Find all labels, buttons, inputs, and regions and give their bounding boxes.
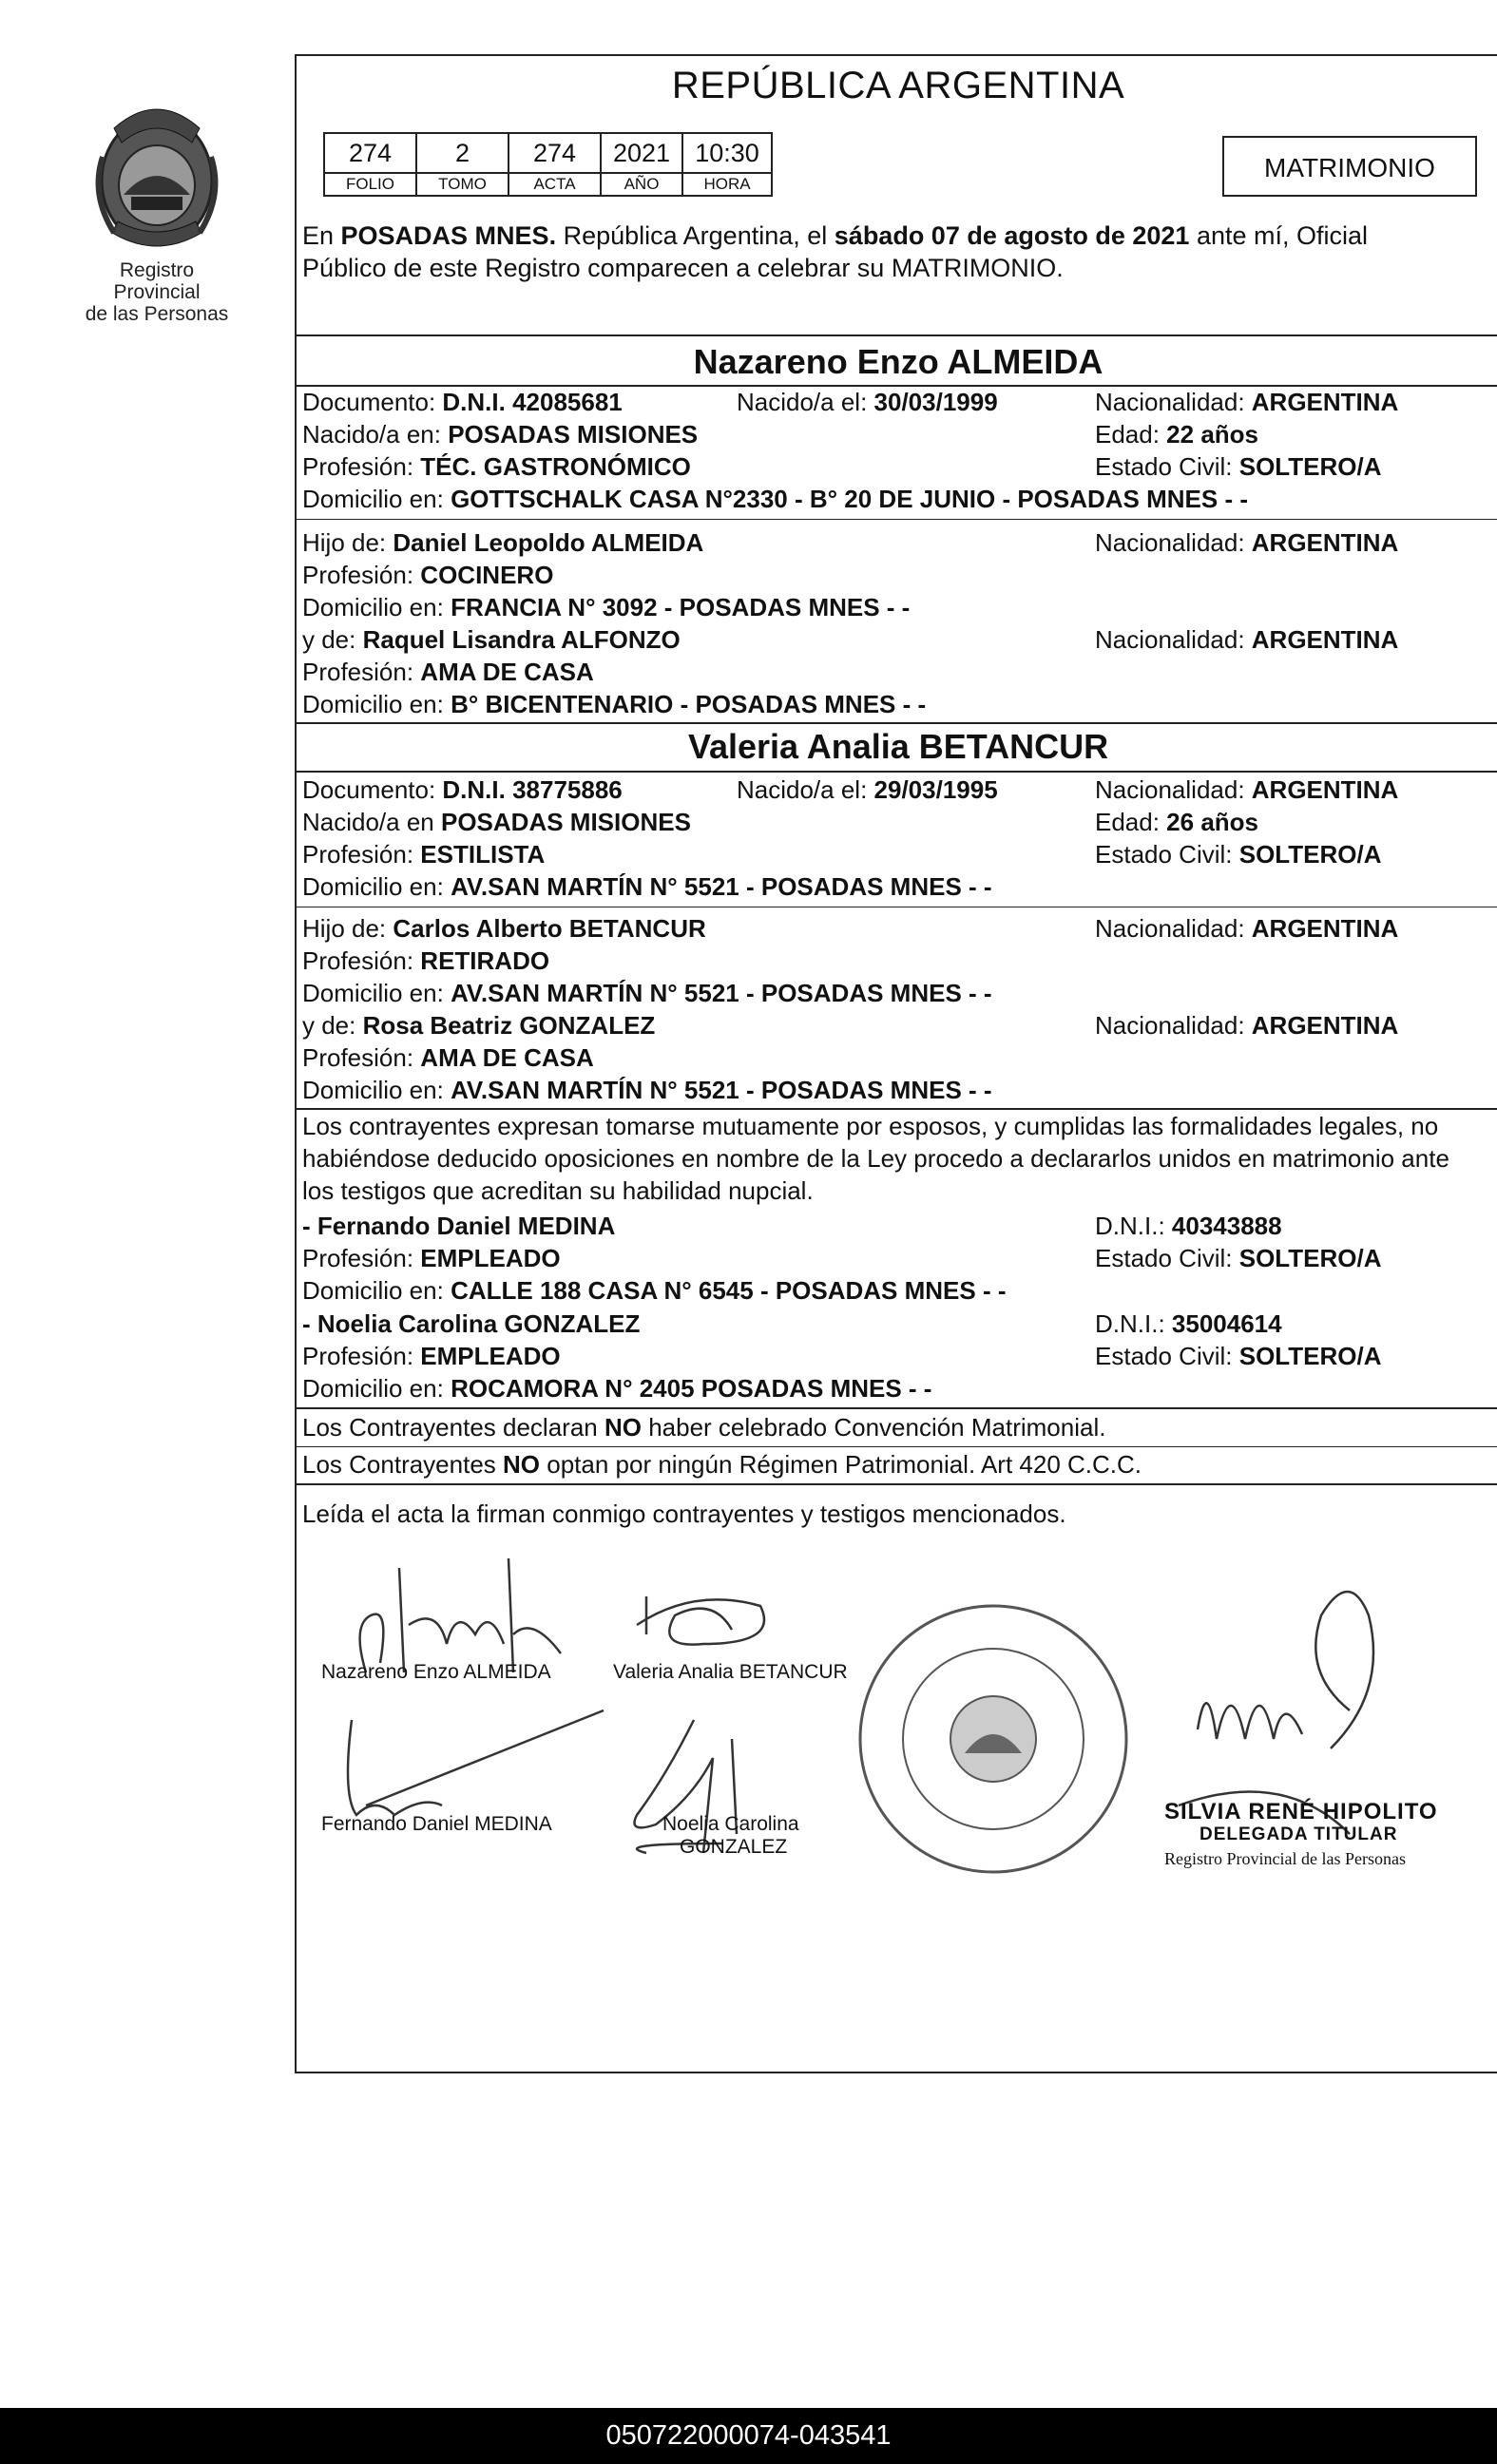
value: D.N.I. 38775886 xyxy=(442,775,623,804)
value: 29/03/1995 xyxy=(873,775,998,804)
logo-line2: de las Personas xyxy=(85,303,229,325)
province-seal-icon xyxy=(86,90,228,259)
intro-p3: ante mí, Oficial xyxy=(1189,221,1369,250)
witness2-signature-label-line2: GONZALEZ xyxy=(680,1836,788,1858)
value: Rosa Beatriz GONZALEZ xyxy=(362,1011,656,1040)
witness1-signature-label: Fernando Daniel MEDINA xyxy=(321,1813,552,1835)
value: AMA DE CASA xyxy=(420,658,594,686)
intro-paragraph xyxy=(302,220,1497,284)
label: Profesión: xyxy=(302,658,421,686)
value: SOLTERO/A xyxy=(1238,452,1382,481)
label: Profesión: xyxy=(302,1244,421,1272)
text: NO xyxy=(604,1413,642,1442)
tomo-label: TOMO xyxy=(416,173,509,196)
witness1-dni xyxy=(1095,1212,1282,1241)
label: Profesión: xyxy=(302,452,421,481)
groom-mother-nationality xyxy=(1095,625,1398,655)
logo-line1: Registro Provincial xyxy=(113,259,201,303)
label: Profesión: xyxy=(302,840,421,869)
value: 40343888 xyxy=(1171,1212,1282,1240)
label: Estado Civil: xyxy=(1095,1342,1239,1370)
bride-mother-address xyxy=(302,1076,992,1105)
value: ARGENTINA xyxy=(1251,1011,1399,1040)
witness2-profession xyxy=(302,1342,561,1371)
doc-type-box: MATRIMONIO xyxy=(1222,136,1477,197)
groom-birthplace xyxy=(302,420,698,449)
text: Los Contrayentes declaran xyxy=(302,1413,605,1442)
bride-mother xyxy=(302,1011,655,1041)
bride-name-title: Valeria Analia BETANCUR xyxy=(687,727,1109,766)
page-title: REPÚBLICA ARGENTINA xyxy=(671,65,1125,106)
text: haber celebrado Convención Matrimonial. xyxy=(641,1413,1106,1442)
official-stamp-icon xyxy=(855,1601,1131,1877)
label: Domicilio en: xyxy=(302,979,451,1007)
value: 30/03/1999 xyxy=(873,388,998,416)
label: Nacionalidad: xyxy=(1095,775,1252,804)
bride-profession xyxy=(302,840,545,869)
value: ARGENTINA xyxy=(1251,388,1399,416)
bride-father-nationality xyxy=(1095,914,1398,944)
hora-label: HORA xyxy=(682,173,772,196)
label: Nacionalidad: xyxy=(1095,625,1252,654)
declaration-line2: habiéndose deducido oposiciones en nombre de la Ley procedo a declararlos unidos en matrimonio ante xyxy=(302,1144,1449,1173)
label: Domicilio en: xyxy=(302,1276,451,1305)
groom-document xyxy=(302,388,623,417)
label: Estado Civil: xyxy=(1095,452,1239,481)
value: Carlos Alberto BETANCUR xyxy=(393,914,706,943)
value: AV.SAN MARTÍN N° 5521 - POSADAS MNES - - xyxy=(451,979,992,1007)
value: COCINERO xyxy=(420,561,554,589)
label: Domicilio en: xyxy=(302,593,451,621)
intro-city: POSADAS MNES. xyxy=(340,221,557,250)
label: Documento: xyxy=(302,775,443,804)
text: Los Contrayentes xyxy=(302,1450,504,1479)
label: Documento: xyxy=(302,388,443,416)
footer-code: 050722000074-043541 xyxy=(0,2408,1497,2464)
divider xyxy=(295,385,1497,387)
value: Raquel Lisandra ALFONZO xyxy=(362,625,681,654)
divider xyxy=(295,771,1497,773)
label: Nacido/a en xyxy=(302,808,441,836)
label: Edad: xyxy=(1095,808,1167,836)
value: - Fernando Daniel MEDINA xyxy=(302,1212,616,1240)
text: NO xyxy=(503,1450,541,1479)
acta-value: 274 xyxy=(509,133,601,173)
value: POSADAS MISIONES xyxy=(448,420,699,449)
declaration-line1: Los contrayentes expresan tomarse mutuamente por esposos, y cumplidas las formalidades legales, no xyxy=(302,1112,1439,1140)
value: AV.SAN MARTÍN N° 5521 - POSADAS MNES - - xyxy=(451,872,992,901)
label: Profesión: xyxy=(302,1043,421,1072)
groom-mother-profession xyxy=(302,658,594,687)
label: Edad: xyxy=(1095,420,1167,449)
declaration-line3: los testigos que acreditan su habilidad nupcial. xyxy=(302,1176,814,1205)
text: optan por ningún Régimen Patrimonial. Art 420 C.C.C. xyxy=(540,1450,1142,1479)
value: 26 años xyxy=(1166,808,1258,836)
bride-mother-nationality xyxy=(1095,1011,1398,1041)
divider xyxy=(295,519,1497,520)
witness1-civil-status xyxy=(1095,1244,1381,1273)
bride-civil-status xyxy=(1095,840,1381,869)
label: Nacido/a el: xyxy=(737,388,874,416)
intro-p2: República Argentina, el xyxy=(556,221,835,250)
note-convention xyxy=(302,1413,1105,1442)
label: Hijo de: xyxy=(302,528,393,557)
anio-label: AÑO xyxy=(601,173,682,196)
official-role: DELEGADA TITULAR xyxy=(1200,1824,1398,1844)
label: Nacido/a en: xyxy=(302,420,449,449)
bride-mother-profession xyxy=(302,1043,594,1073)
groom-father-nationality xyxy=(1095,528,1398,558)
witness2-civil-status xyxy=(1095,1342,1381,1371)
witness2-address xyxy=(302,1374,931,1404)
groom-nationality xyxy=(1095,388,1398,417)
groom-father-address xyxy=(302,593,910,622)
label: Domicilio en: xyxy=(302,1076,451,1104)
value: 22 años xyxy=(1166,420,1258,449)
folio-value: 274 xyxy=(324,133,416,173)
label: Profesión: xyxy=(302,1342,421,1370)
value: ARGENTINA xyxy=(1251,775,1399,804)
intro-p1: En xyxy=(302,221,341,250)
label: Nacionalidad: xyxy=(1095,388,1252,416)
bride-signature-label: Valeria Analia BETANCUR xyxy=(613,1661,848,1683)
value: TÉC. GASTRONÓMICO xyxy=(420,452,691,481)
groom-signature-label: Nazareno Enzo ALMEIDA xyxy=(321,1661,551,1683)
value: 35004614 xyxy=(1171,1309,1282,1338)
value: AMA DE CASA xyxy=(420,1043,594,1072)
value: Daniel Leopoldo ALMEIDA xyxy=(393,528,704,557)
label: Nacido/a el: xyxy=(737,775,874,804)
value: POSADAS MISIONES xyxy=(440,808,691,836)
value: D.N.I. 42085681 xyxy=(442,388,623,416)
groom-born xyxy=(737,388,998,417)
divider xyxy=(295,1108,1497,1110)
value: B° BICENTENARIO - POSADAS MNES - - xyxy=(451,690,927,718)
value: SOLTERO/A xyxy=(1238,1244,1382,1272)
value: GOTTSCHALK CASA N°2330 - B° 20 DE JUNIO - POSADAS MNES - - xyxy=(451,485,1249,513)
witness2-dni xyxy=(1095,1309,1282,1339)
value: AV.SAN MARTÍN N° 5521 - POSADAS MNES - - xyxy=(451,1076,992,1104)
value: SOLTERO/A xyxy=(1238,1342,1382,1370)
anio-value: 2021 xyxy=(601,133,682,173)
closing-text: Leída el acta la firman conmigo contrayentes y testigos mencionados. xyxy=(302,1499,1066,1528)
label: Hijo de: xyxy=(302,914,393,943)
value: EMPLEADO xyxy=(420,1342,561,1370)
bride-signature xyxy=(618,1577,808,1672)
groom-father xyxy=(302,528,703,558)
label: Domicilio en: xyxy=(302,485,451,513)
tomo-value: 2 xyxy=(416,133,509,173)
acta-label: ACTA xyxy=(509,173,601,196)
hora-value: 10:30 xyxy=(682,133,772,173)
label: Nacionalidad: xyxy=(1095,1011,1252,1040)
register-table xyxy=(323,132,773,197)
value: ARGENTINA xyxy=(1251,914,1399,943)
bride-father xyxy=(302,914,706,944)
groom-civil-status xyxy=(1095,452,1381,482)
bride-father-address xyxy=(302,979,992,1008)
groom-name-title: Nazareno Enzo ALMEIDA xyxy=(693,342,1104,381)
label: Domicilio en: xyxy=(302,690,451,718)
witness1-address xyxy=(302,1276,1007,1306)
witness2-signature-label-line1: Noelia Carolina xyxy=(662,1813,799,1835)
folio-label: FOLIO xyxy=(324,173,416,196)
label: Profesión: xyxy=(302,561,421,589)
label: y de: xyxy=(302,625,363,654)
witness1-name xyxy=(302,1212,615,1241)
bride-document xyxy=(302,775,623,805)
divider xyxy=(295,334,1497,336)
bride-address xyxy=(302,872,992,902)
value: EMPLEADO xyxy=(420,1244,561,1272)
label: y de: xyxy=(302,1011,363,1040)
bride-nationality xyxy=(1095,775,1398,805)
label: D.N.I.: xyxy=(1095,1309,1172,1338)
label: Profesión: xyxy=(302,946,421,975)
label: Domicilio en: xyxy=(302,1374,451,1403)
value: ARGENTINA xyxy=(1251,625,1399,654)
value: CALLE 188 CASA N° 6545 - POSADAS MNES - - xyxy=(451,1276,1007,1305)
groom-father-profession xyxy=(302,561,553,590)
value: ESTILISTA xyxy=(420,840,546,869)
official-name: SILVIA RENÉ HIPOLITO xyxy=(1164,1799,1438,1824)
value: ROCAMORA N° 2405 POSADAS MNES - - xyxy=(451,1374,932,1403)
value: - Noelia Carolina GONZALEZ xyxy=(302,1309,641,1338)
value: ARGENTINA xyxy=(1251,528,1399,557)
bride-birthplace xyxy=(302,808,691,837)
value: RETIRADO xyxy=(420,946,550,975)
bride-father-profession xyxy=(302,946,549,976)
divider xyxy=(295,1483,1497,1485)
label: Domicilio en: xyxy=(302,872,451,901)
label: Nacionalidad: xyxy=(1095,914,1252,943)
note-regime xyxy=(302,1450,1142,1480)
bride-born xyxy=(737,775,998,805)
groom-address xyxy=(302,485,1248,514)
divider xyxy=(295,1407,1497,1409)
registry-logo-text xyxy=(76,259,238,325)
label: Nacionalidad: xyxy=(1095,528,1252,557)
value: SOLTERO/A xyxy=(1238,840,1382,869)
groom-age xyxy=(1095,420,1258,449)
bride-age xyxy=(1095,808,1258,837)
intro-line2: Público de este Registro comparecen a celebrar su MATRIMONIO. xyxy=(302,254,1064,282)
witness2-name xyxy=(302,1309,640,1339)
official-organization: Registro Provincial de las Personas xyxy=(1164,1849,1406,1868)
groom-profession xyxy=(302,452,691,482)
divider xyxy=(295,1446,1497,1447)
groom-mother xyxy=(302,625,681,655)
witness1-profession xyxy=(302,1244,561,1273)
label: D.N.I.: xyxy=(1095,1212,1172,1240)
groom-mother-address xyxy=(302,690,926,719)
label: Estado Civil: xyxy=(1095,840,1239,869)
value: FRANCIA N° 3092 - POSADAS MNES - - xyxy=(451,593,911,621)
label: Estado Civil: xyxy=(1095,1244,1239,1272)
divider xyxy=(295,722,1497,724)
intro-date: sábado 07 de agosto de 2021 xyxy=(834,221,1190,250)
